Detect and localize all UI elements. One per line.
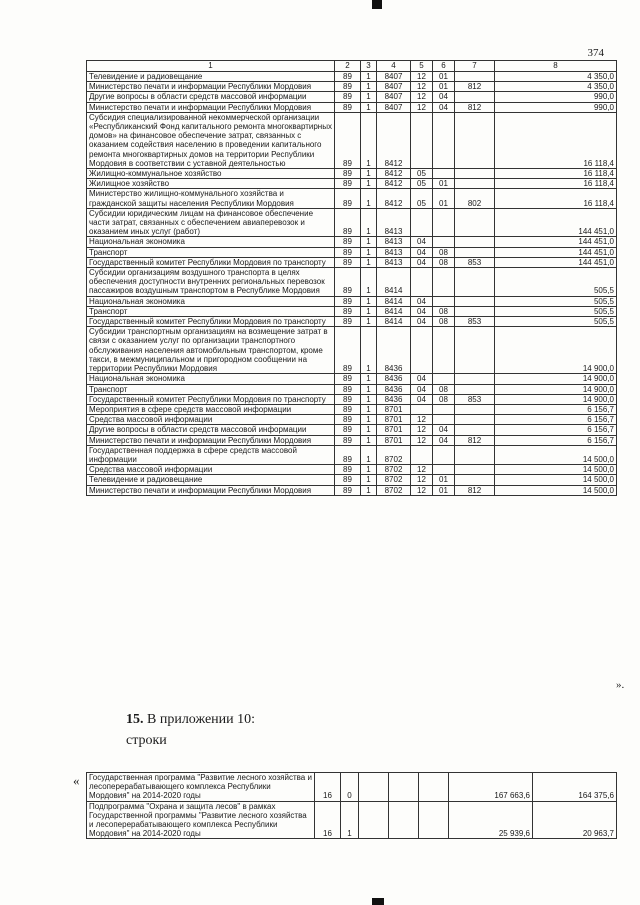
row-value-cell: 8702 (377, 445, 411, 464)
row-value-cell (411, 404, 433, 414)
row-value-cell (411, 112, 433, 168)
table-row (87, 82, 617, 92)
row-value-cell: 04 (411, 317, 433, 327)
table-row (87, 394, 617, 404)
row-value-cell (455, 475, 495, 485)
table-row (87, 435, 617, 445)
row-value-cell (455, 384, 495, 394)
row-value-cell (455, 327, 495, 374)
row-value-cell: 04 (411, 237, 433, 247)
scan-mark-bottom (372, 898, 384, 905)
row-value-cell: 16 118,4 (495, 112, 617, 168)
row-value-cell: 8413 (377, 257, 411, 267)
row-value-cell: 08 (433, 306, 455, 316)
row-value-cell: 167 663,6 (449, 773, 533, 802)
table-row (87, 404, 617, 414)
row-value-cell: 04 (411, 306, 433, 316)
row-value-cell (433, 237, 455, 247)
row-name-cell: Мероприятия в сфере средств массовой информации (87, 404, 335, 414)
row-value-cell: 8413 (377, 237, 411, 247)
row-value-cell: 853 (455, 257, 495, 267)
row-value-cell: 6 156,7 (495, 435, 617, 445)
row-value-cell (455, 247, 495, 257)
row-value-cell: 04 (433, 435, 455, 445)
row-value-cell: 89 (335, 189, 361, 208)
row-name-cell: Министерство печати и информации Республики Мордовия (87, 435, 335, 445)
row-value-cell: 1 (361, 257, 377, 267)
opening-quote: « (73, 773, 80, 788)
col-header: 3 (361, 61, 377, 72)
program-table (86, 772, 617, 839)
table-row (87, 92, 617, 102)
row-value-cell: 8701 (377, 404, 411, 414)
row-value-cell: 802 (455, 189, 495, 208)
row-value-cell: 1 (361, 404, 377, 414)
row-value-cell: 8701 (377, 415, 411, 425)
table-row (87, 257, 617, 267)
row-value-cell: 990,0 (495, 92, 617, 102)
row-value-cell: 6 156,7 (495, 425, 617, 435)
row-value-cell: 8414 (377, 268, 411, 297)
row-value-cell: 8412 (377, 179, 411, 189)
row-value-cell (433, 112, 455, 168)
col-header: 5 (411, 61, 433, 72)
row-value-cell: 89 (335, 394, 361, 404)
row-value-cell: 89 (335, 208, 361, 237)
page-number: 374 (587, 47, 604, 59)
table-row (87, 72, 617, 82)
table-row (87, 475, 617, 485)
row-value-cell: 6 156,7 (495, 415, 617, 425)
table-row (87, 247, 617, 257)
table-row (87, 102, 617, 112)
row-value-cell (359, 801, 389, 839)
row-value-cell: 14 500,0 (495, 465, 617, 475)
row-value-cell: 16 (315, 773, 341, 802)
row-name-cell: Субсидии транспортным организациям на возмещение затрат в связи с оказанием услуг по организации транспортного обслуживания населения автомобильным транспортом, кроме такси, в межмуниципальном и пригородном сообщении на территории Республики Мордовия (87, 327, 335, 374)
row-value-cell: 89 (335, 404, 361, 414)
row-name-cell: Субсидии юридическим лицам на финансовое обеспечение части затрат, связанных с обеспечением авиаперевозок и оказанием иных услуг (работ) (87, 208, 335, 237)
row-name-cell: Министерство печати и информации Республики Мордовия (87, 82, 335, 92)
row-value-cell: 8414 (377, 306, 411, 316)
row-value-cell: 89 (335, 237, 361, 247)
row-value-cell: 01 (433, 82, 455, 92)
row-value-cell (455, 72, 495, 82)
row-value-cell: 1 (361, 112, 377, 168)
row-value-cell: 04 (411, 374, 433, 384)
row-value-cell: 8413 (377, 208, 411, 237)
row-value-cell: 89 (335, 247, 361, 257)
row-value-cell: 14 900,0 (495, 384, 617, 394)
row-value-cell: 89 (335, 179, 361, 189)
row-value-cell: 89 (335, 445, 361, 464)
table-row (87, 306, 617, 316)
row-value-cell: 812 (455, 485, 495, 495)
row-value-cell: 1 (361, 102, 377, 112)
row-value-cell: 89 (335, 169, 361, 179)
table-row (87, 445, 617, 464)
table-row (87, 112, 617, 168)
row-value-cell: 8702 (377, 465, 411, 475)
row-value-cell: 1 (361, 296, 377, 306)
row-value-cell: 1 (361, 189, 377, 208)
row-value-cell (455, 179, 495, 189)
row-value-cell: 1 (361, 247, 377, 257)
row-value-cell: 1 (361, 179, 377, 189)
row-value-cell (433, 327, 455, 374)
row-name-cell: Государственный комитет Республики Мордовия по транспорту (87, 257, 335, 267)
row-value-cell: 89 (335, 425, 361, 435)
row-value-cell (411, 327, 433, 374)
row-value-cell: 08 (433, 317, 455, 327)
row-value-cell: 8414 (377, 317, 411, 327)
row-value-cell (455, 306, 495, 316)
row-value-cell: 812 (455, 82, 495, 92)
section-heading-text: В приложении 10: (147, 712, 256, 727)
row-value-cell: 853 (455, 317, 495, 327)
row-value-cell (455, 415, 495, 425)
row-value-cell: 8436 (377, 374, 411, 384)
row-value-cell (455, 112, 495, 168)
row-value-cell: 8407 (377, 102, 411, 112)
row-value-cell (389, 801, 419, 839)
table-row (87, 327, 617, 374)
row-name-cell: Другие вопросы в области средств массовой информации (87, 92, 335, 102)
row-value-cell: 1 (361, 384, 377, 394)
col-header: 4 (377, 61, 411, 72)
row-value-cell: 8413 (377, 247, 411, 257)
row-name-cell: Транспорт (87, 384, 335, 394)
row-value-cell: 89 (335, 327, 361, 374)
row-value-cell: 04 (411, 247, 433, 257)
row-value-cell: 1 (361, 82, 377, 92)
col-header: 8 (495, 61, 617, 72)
row-value-cell: 8702 (377, 485, 411, 495)
row-value-cell (419, 773, 449, 802)
row-value-cell: 1 (361, 92, 377, 102)
row-value-cell (433, 465, 455, 475)
row-value-cell: 12 (411, 82, 433, 92)
row-value-cell: 1 (361, 394, 377, 404)
row-value-cell: 8436 (377, 327, 411, 374)
section-number: 15. (126, 712, 144, 727)
table-row (87, 296, 617, 306)
row-value-cell: 505,5 (495, 268, 617, 297)
row-value-cell: 05 (411, 179, 433, 189)
row-name-cell: Государственная поддержка в сфере средств массовой информации (87, 445, 335, 464)
row-value-cell: 1 (361, 374, 377, 384)
row-value-cell: 01 (433, 485, 455, 495)
row-value-cell (411, 208, 433, 237)
row-value-cell: 16 118,4 (495, 169, 617, 179)
row-value-cell: 12 (411, 475, 433, 485)
row-value-cell: 20 963,7 (533, 801, 617, 839)
row-value-cell: 01 (433, 189, 455, 208)
row-name-cell: Национальная экономика (87, 374, 335, 384)
row-value-cell (455, 92, 495, 102)
row-value-cell (455, 404, 495, 414)
row-value-cell: 8701 (377, 435, 411, 445)
row-value-cell: 14 500,0 (495, 445, 617, 464)
row-value-cell (455, 268, 495, 297)
row-value-cell (433, 415, 455, 425)
row-value-cell (359, 773, 389, 802)
row-name-cell: Национальная экономика (87, 237, 335, 247)
table-row (87, 208, 617, 237)
row-name-cell: Телевидение и радиовещание (87, 475, 335, 485)
row-value-cell: 01 (433, 72, 455, 82)
row-value-cell: 89 (335, 415, 361, 425)
row-value-cell: 89 (335, 374, 361, 384)
row-value-cell: 12 (411, 102, 433, 112)
row-value-cell: 8701 (377, 425, 411, 435)
row-value-cell: 12 (411, 92, 433, 102)
row-value-cell: 505,5 (495, 317, 617, 327)
row-value-cell: 12 (411, 72, 433, 82)
row-value-cell: 08 (433, 257, 455, 267)
row-value-cell: 8702 (377, 475, 411, 485)
row-value-cell: 89 (335, 268, 361, 297)
row-value-cell (411, 445, 433, 464)
row-value-cell: 01 (433, 179, 455, 189)
row-name-cell: Национальная экономика (87, 296, 335, 306)
row-value-cell: 14 900,0 (495, 374, 617, 384)
row-value-cell: 89 (335, 485, 361, 495)
row-name-cell: Государственная программа "Развитие лесного хозяйства и лесоперерабатывающего комплекса Республики Мордовия" на 2014-2020 годы (87, 773, 315, 802)
row-value-cell (433, 404, 455, 414)
row-value-cell: 08 (433, 394, 455, 404)
row-value-cell: 8436 (377, 394, 411, 404)
table-row (87, 169, 617, 179)
row-value-cell: 1 (361, 72, 377, 82)
row-value-cell: 505,5 (495, 296, 617, 306)
section-subheading: строки (126, 733, 167, 748)
row-value-cell: 05 (411, 169, 433, 179)
row-value-cell (433, 374, 455, 384)
row-name-cell: Другие вопросы в области средств массовой информации (87, 425, 335, 435)
row-value-cell: 8412 (377, 169, 411, 179)
table-row (87, 465, 617, 475)
row-value-cell: 89 (335, 72, 361, 82)
table-row (87, 374, 617, 384)
table-row (87, 415, 617, 425)
row-value-cell: 05 (411, 189, 433, 208)
row-value-cell: 04 (411, 257, 433, 267)
row-value-cell: 8412 (377, 112, 411, 168)
row-value-cell: 144 451,0 (495, 257, 617, 267)
row-value-cell (433, 208, 455, 237)
row-value-cell: 89 (335, 475, 361, 485)
row-name-cell: Министерство печати и информации Республики Мордовия (87, 485, 335, 495)
row-name-cell: Жилищное хозяйство (87, 179, 335, 189)
closing-quote: ». (616, 679, 625, 691)
row-value-cell: 16 (315, 801, 341, 839)
row-value-cell: 1 (361, 327, 377, 374)
table-row (87, 189, 617, 208)
row-value-cell: 89 (335, 465, 361, 475)
row-value-cell: 04 (433, 92, 455, 102)
row-value-cell: 1 (361, 415, 377, 425)
row-value-cell: 12 (411, 425, 433, 435)
row-value-cell: 14 900,0 (495, 327, 617, 374)
row-value-cell: 8407 (377, 72, 411, 82)
row-value-cell: 1 (361, 425, 377, 435)
row-name-cell: Подпрограмма "Охрана и защита лесов" в рамках Государственной программы "Развитие лесного хозяйства и лесоперерабатывающего комплекса Республики Мордовия" на 2014-2020 годы (87, 801, 315, 839)
row-value-cell: 14 500,0 (495, 485, 617, 495)
row-value-cell: 990,0 (495, 102, 617, 112)
row-value-cell: 12 (411, 465, 433, 475)
row-value-cell: 1 (361, 237, 377, 247)
row-value-cell: 4 350,0 (495, 72, 617, 82)
row-value-cell (433, 169, 455, 179)
table-row (87, 773, 617, 802)
col-header: 7 (455, 61, 495, 72)
table-row (87, 485, 617, 495)
col-header: 6 (433, 61, 455, 72)
row-value-cell: 89 (335, 102, 361, 112)
row-value-cell (455, 465, 495, 475)
col-header: 1 (87, 61, 335, 72)
row-value-cell: 1 (361, 268, 377, 297)
row-value-cell (389, 773, 419, 802)
row-value-cell: 812 (455, 435, 495, 445)
row-value-cell: 1 (361, 435, 377, 445)
row-value-cell: 8436 (377, 384, 411, 394)
row-value-cell: 6 156,7 (495, 404, 617, 414)
row-value-cell: 12 (411, 435, 433, 445)
row-value-cell (455, 237, 495, 247)
row-value-cell: 14 900,0 (495, 394, 617, 404)
row-value-cell (455, 169, 495, 179)
scan-mark-top (372, 0, 382, 9)
row-value-cell (455, 445, 495, 464)
row-value-cell: 04 (433, 102, 455, 112)
row-value-cell: 1 (341, 801, 359, 839)
row-name-cell: Телевидение и радиовещание (87, 72, 335, 82)
row-name-cell: Государственный комитет Республики Мордовия по транспорту (87, 394, 335, 404)
row-value-cell: 08 (433, 247, 455, 257)
row-value-cell: 16 118,4 (495, 189, 617, 208)
row-value-cell: 1 (361, 169, 377, 179)
col-header: 2 (335, 61, 361, 72)
row-value-cell: 89 (335, 306, 361, 316)
row-name-cell: Субсидии организациям воздушного транспорта в целях обеспечения доступности внутренних региональных перевозок пассажиров воздушным транспортом в Республике Мордовия (87, 268, 335, 297)
row-value-cell (433, 268, 455, 297)
table-row (87, 384, 617, 394)
row-value-cell (455, 208, 495, 237)
row-value-cell (455, 425, 495, 435)
table-row (87, 317, 617, 327)
row-name-cell: Средства массовой информации (87, 465, 335, 475)
row-value-cell: 04 (411, 394, 433, 404)
row-value-cell: 08 (433, 384, 455, 394)
row-value-cell: 853 (455, 394, 495, 404)
row-value-cell: 89 (335, 92, 361, 102)
row-value-cell: 89 (335, 82, 361, 92)
row-value-cell: 04 (433, 425, 455, 435)
row-value-cell: 812 (455, 102, 495, 112)
row-name-cell: Министерство печати и информации Республики Мордовия (87, 102, 335, 112)
budget-table (86, 60, 617, 496)
row-value-cell (455, 296, 495, 306)
row-value-cell: 144 451,0 (495, 247, 617, 257)
row-value-cell: 89 (335, 296, 361, 306)
row-value-cell: 1 (361, 208, 377, 237)
row-name-cell: Транспорт (87, 247, 335, 257)
row-name-cell: Транспорт (87, 306, 335, 316)
row-value-cell: 89 (335, 257, 361, 267)
table-row (87, 268, 617, 297)
row-value-cell (419, 801, 449, 839)
row-value-cell: 89 (335, 384, 361, 394)
row-value-cell: 04 (411, 296, 433, 306)
row-value-cell: 1 (361, 485, 377, 495)
row-value-cell: 0 (341, 773, 359, 802)
row-name-cell: Жилищно-коммунальное хозяйство (87, 169, 335, 179)
row-value-cell: 1 (361, 445, 377, 464)
section-heading (126, 712, 255, 728)
table-row (87, 237, 617, 247)
table-row (87, 425, 617, 435)
row-value-cell: 1 (361, 465, 377, 475)
row-value-cell: 8407 (377, 92, 411, 102)
row-value-cell (433, 445, 455, 464)
row-value-cell: 89 (335, 317, 361, 327)
table-header-row (87, 61, 617, 72)
row-value-cell: 8412 (377, 189, 411, 208)
row-value-cell: 12 (411, 485, 433, 495)
row-value-cell: 25 939,6 (449, 801, 533, 839)
row-name-cell: Субсидия специализированной некоммерческой организации «Республиканский Фонд капитального ремонта многоквартирных домов» на финансовое обеспечение затрат, связанных с оказанием содействия населению в проведении капитального ремонта многоквартирных домов на территории Республики Мордовия в соответствии с уставной деятельностью (87, 112, 335, 168)
row-value-cell (455, 374, 495, 384)
row-value-cell: 4 350,0 (495, 82, 617, 92)
row-value-cell: 164 375,6 (533, 773, 617, 802)
row-value-cell: 144 451,0 (495, 208, 617, 237)
row-value-cell: 89 (335, 435, 361, 445)
row-value-cell: 8414 (377, 296, 411, 306)
row-value-cell (433, 296, 455, 306)
row-value-cell: 1 (361, 475, 377, 485)
row-value-cell: 505,5 (495, 306, 617, 316)
row-value-cell: 14 500,0 (495, 475, 617, 485)
row-value-cell: 1 (361, 317, 377, 327)
row-name-cell: Министерство жилищно-коммунального хозяйства и гражданской защиты населения Республики Мордовия (87, 189, 335, 208)
row-value-cell: 04 (411, 384, 433, 394)
row-value-cell: 1 (361, 306, 377, 316)
row-value-cell: 89 (335, 112, 361, 168)
row-value-cell (411, 268, 433, 297)
row-name-cell: Средства массовой информации (87, 415, 335, 425)
row-value-cell: 12 (411, 415, 433, 425)
table-row (87, 801, 617, 839)
row-name-cell: Государственный комитет Республики Мордовия по транспорту (87, 317, 335, 327)
row-value-cell: 16 118,4 (495, 179, 617, 189)
table-row (87, 179, 617, 189)
row-value-cell: 8407 (377, 82, 411, 92)
row-value-cell: 01 (433, 475, 455, 485)
row-value-cell: 144 451,0 (495, 237, 617, 247)
